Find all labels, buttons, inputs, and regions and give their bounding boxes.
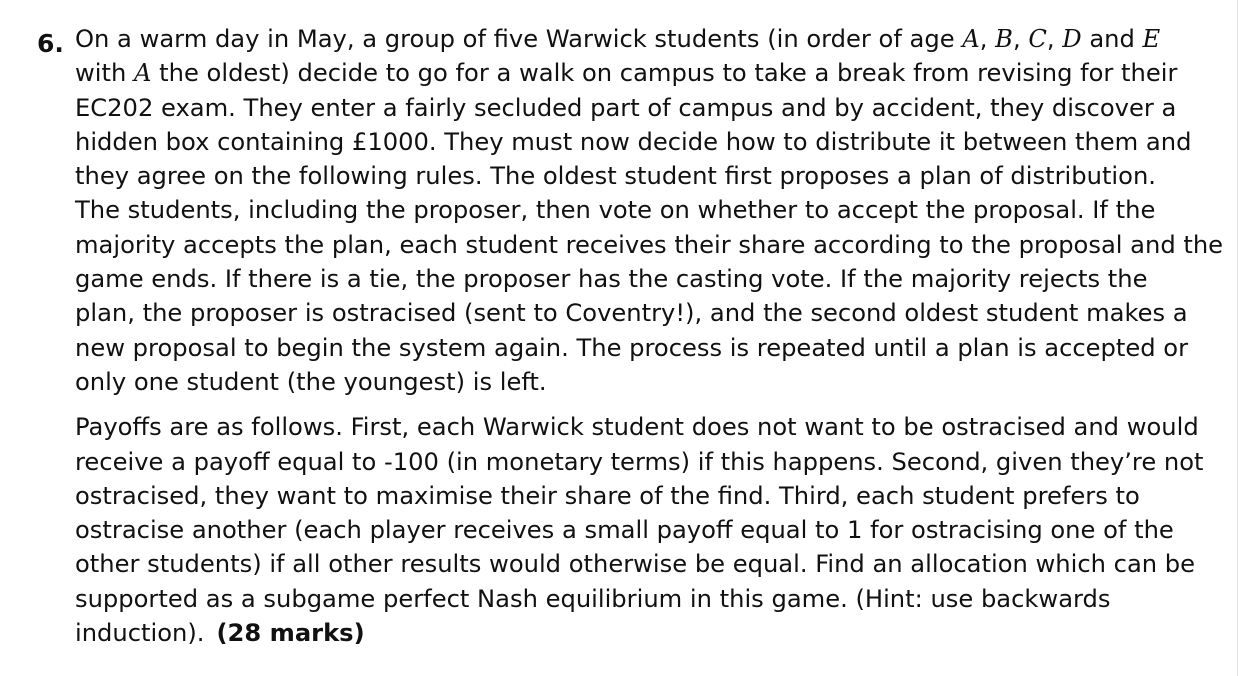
- math-var-c: C: [1028, 25, 1047, 53]
- question-6: [37, 22, 1224, 650]
- text-segment: with: [75, 59, 135, 88]
- text-line: ostracised, they want to maximise their share of the find. Third, each student prefers to: [75, 481, 1140, 510]
- text-line: new proposal to begin the system again. The process is repeated until a plan is accepted or: [75, 333, 1189, 362]
- text-segment: induction).: [75, 619, 205, 648]
- text-line: majority accepts the plan, each student receives their share according to the proposal and the: [75, 230, 1224, 259]
- text-line: Payoffs are as follows. First, each Warwick student does not want to be ostracised and would: [75, 413, 1199, 442]
- text-segment: the oldest) decide to go for a walk on campus to take a break from revising for their: [151, 59, 1178, 88]
- text-line: EC202 exam. They enter a fairly secluded part of campus and by accident, they discover a: [75, 93, 1177, 122]
- text-line: [75, 616, 1187, 650]
- math-var-a: A: [962, 25, 980, 53]
- text-segment: On a warm day in May, a group of five Warwick students (in order of age: [75, 25, 963, 53]
- text-line: plan, the proposer is ostracised (sent to Coventry!), and the second oldest student makes a: [75, 299, 1188, 328]
- text-line: The students, including the proposer, then vote on whether to accept the proposal. If the: [75, 196, 1156, 225]
- text-line: [75, 56, 1187, 90]
- text-segment: ,: [979, 25, 996, 53]
- question-number: 6.: [37, 29, 64, 58]
- text-line: [75, 22, 1187, 56]
- math-var-e: E: [1142, 25, 1161, 53]
- text-line: they agree on the following rules. The oldest student first proposes a plan of distribution.: [75, 162, 1156, 191]
- text-line: ostracise another (each player receives a small payoff equal to 1 for ostracising one of the: [75, 516, 1174, 545]
- text-line: other students) if all other results would otherwise be equal. Find an allocation which can be: [75, 550, 1196, 579]
- marks-label: (28 marks): [216, 619, 365, 648]
- text-segment: and: [1081, 25, 1143, 53]
- text-segment: ,: [1012, 25, 1029, 53]
- text-line: only one student (the youngest) is left.: [75, 367, 547, 396]
- math-var-b: B: [995, 25, 1013, 53]
- text-line: receive a payoff equal to -100 (in monetary terms) if this happens. Second, given they’re not: [75, 447, 1204, 476]
- text-line: supported as a subgame perfect Nash equilibrium in this game. (Hint: use backwards: [75, 584, 1111, 613]
- text-line: hidden box containing £1000. They must now decide how to distribute it between them and: [75, 127, 1192, 156]
- question-paragraph-2: [75, 410, 1204, 650]
- math-var-a: A: [134, 59, 152, 88]
- math-var-d: D: [1062, 25, 1082, 53]
- text-segment: ,: [1046, 25, 1063, 53]
- question-paragraph-1: [75, 22, 1224, 399]
- text-line: game ends. If there is a tie, the proposer has the casting vote. If the majority rejects the: [75, 265, 1148, 294]
